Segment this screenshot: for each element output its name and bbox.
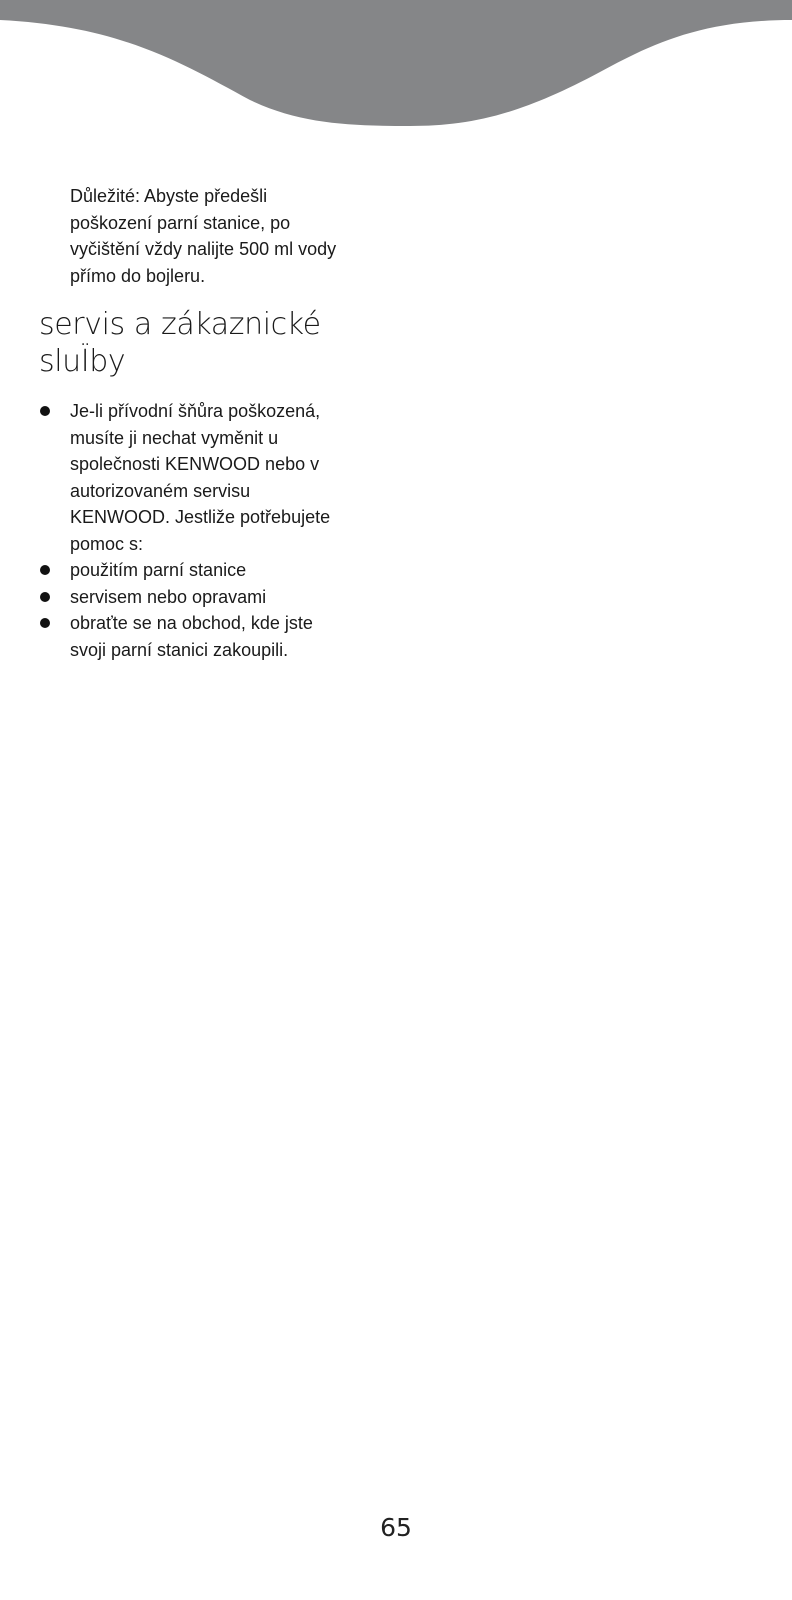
- important-note: [70, 183, 400, 289]
- list-item-line: pomoc s:: [70, 533, 144, 554]
- note-line: přímo do bojleru.: [70, 265, 206, 286]
- list-item-line: autorizovaném servisu: [70, 480, 251, 501]
- note-line: Důležité: Abyste předešli: [70, 186, 268, 206]
- list-item-line: použitím parní stanice: [70, 560, 247, 580]
- list-item: [0, 398, 400, 557]
- note-line: poškození parní stanice, po: [70, 212, 291, 233]
- page-number: 65: [380, 1513, 412, 1542]
- bullet-icon: [40, 618, 50, 628]
- bullet-icon: [40, 592, 50, 602]
- list-item-line: svoji parní stanici zakoupili.: [70, 639, 289, 660]
- section-title: [39, 306, 399, 380]
- list-item-line: servisem nebo opravami: [70, 586, 267, 607]
- list-item: [0, 557, 400, 584]
- section-title-line: servis a zákaznické: [39, 307, 321, 342]
- list-item-line: obraťte se na obchod, kde jste: [70, 613, 313, 633]
- service-bullet-list: [0, 398, 400, 663]
- note-line: vyčištění vždy nalijte 500 ml vody: [70, 239, 337, 259]
- list-item: [0, 610, 400, 663]
- section-title-line: sluÏby: [39, 344, 126, 379]
- list-item-line: společnosti KENWOOD nebo v: [70, 454, 320, 474]
- bullet-icon: [40, 565, 50, 575]
- list-item-line: KENWOOD. Jestliže potřebujete: [70, 507, 331, 527]
- list-item-line: Je-li přívodní šňůra poškozená,: [70, 401, 321, 421]
- list-item-line: musíte ji nechat vyměnit u: [70, 427, 279, 448]
- list-item: [0, 584, 400, 611]
- bullet-icon: [40, 406, 50, 416]
